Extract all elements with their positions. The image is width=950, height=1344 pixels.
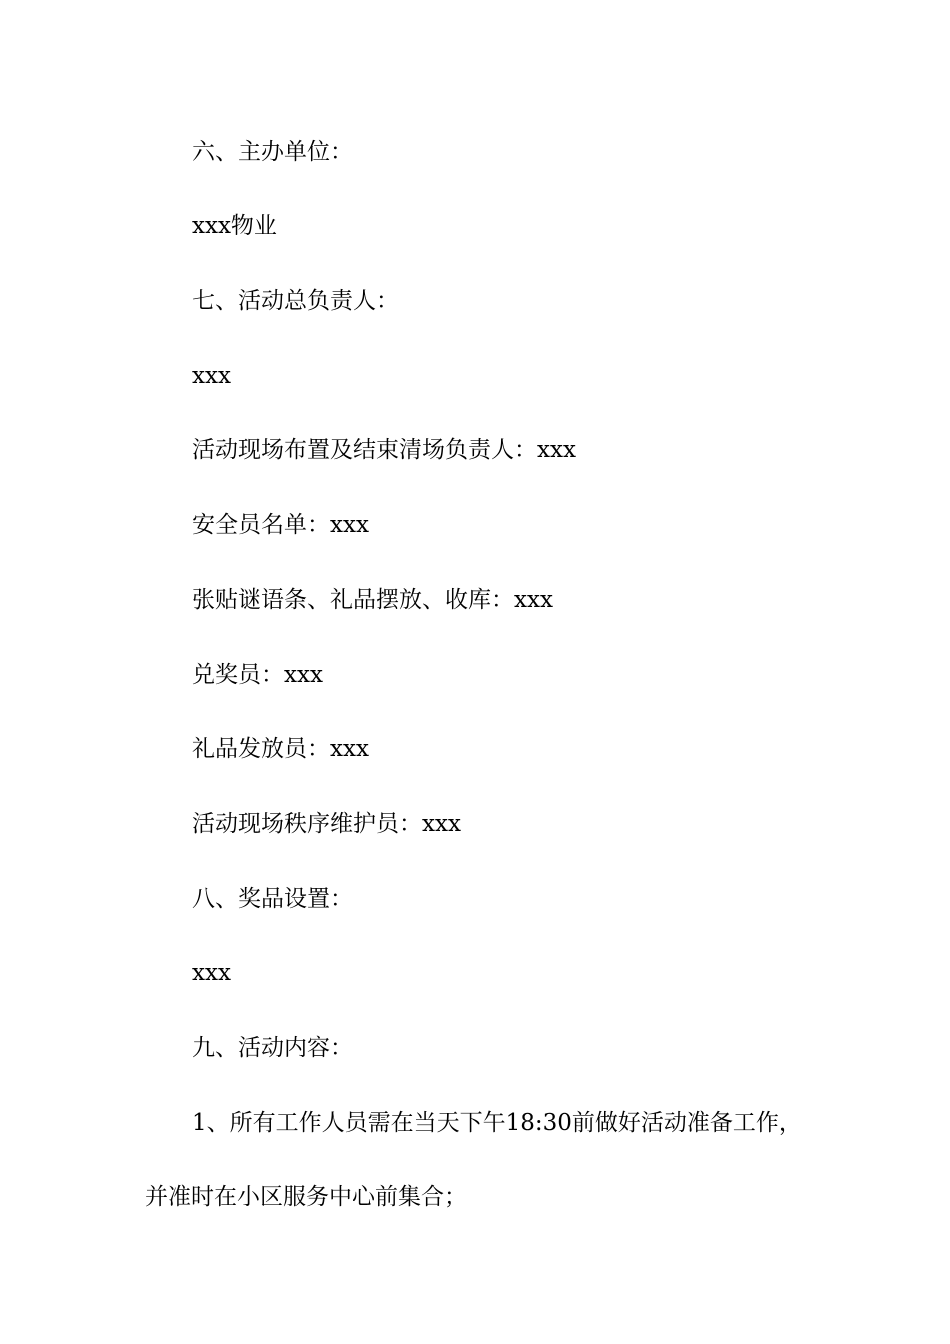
chief-value: xxx <box>192 363 231 389</box>
section-heading-content: 九、活动内容： <box>192 1035 353 1061</box>
safety-officers: 安全员名单：xxx <box>192 512 369 538</box>
section-heading-chief: 七、活动总负责人： <box>192 288 399 314</box>
setup-cleanup-lead: 活动现场布置及结束清场负责人：xxx <box>192 437 576 463</box>
prize-redeemer: 兑奖员：xxx <box>192 662 323 688</box>
riddle-gift-staff: 张贴谜语条、礼品摆放、收库：xxx <box>192 587 553 613</box>
content-item-1: 1、所有工作人员需在当天下午18:30前做好活动准备工作， <box>192 1110 802 1136</box>
organizer-value: xxx物业 <box>192 213 277 239</box>
section-heading-prizes: 八、奖品设置： <box>192 886 353 912</box>
section-heading-organizer: 六、主办单位： <box>192 139 353 165</box>
prizes-value: xxx <box>192 960 231 986</box>
gift-distributor: 礼品发放员：xxx <box>192 736 369 762</box>
order-keeper: 活动现场秩序维护员：xxx <box>192 811 461 837</box>
content-item-1-continued: 并准时在小区服务中心前集合； <box>145 1184 467 1210</box>
